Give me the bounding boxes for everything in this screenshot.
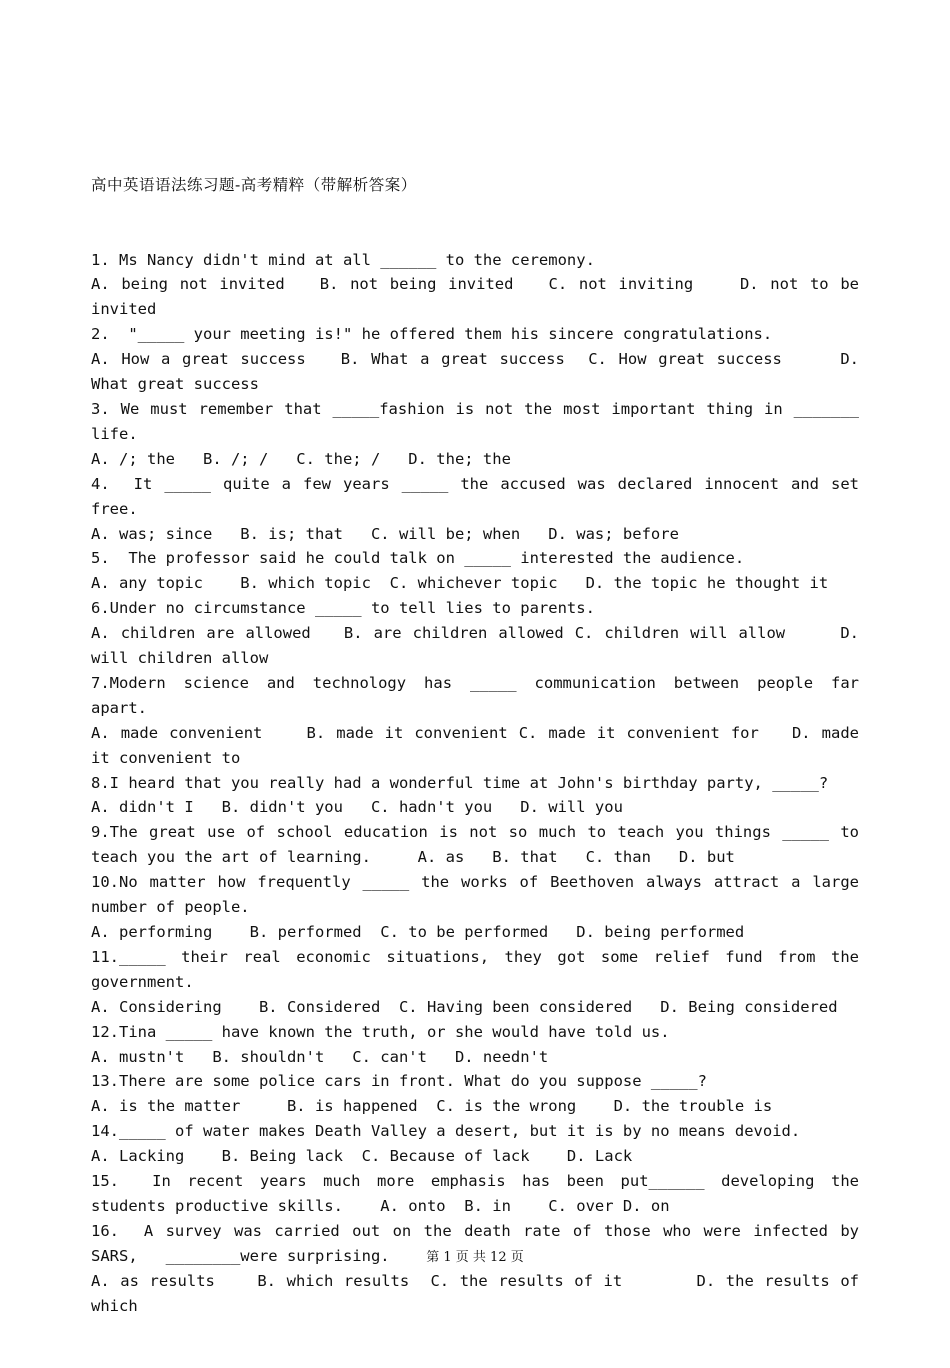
text-line: A. made convenient B. made it convenient C. made it convenient for D. made	[91, 723, 859, 742]
text-line: A. /; the B. /; / C. the; / D. the; the	[91, 449, 511, 468]
text-line: 12.Tina _____ have known the truth, or she would have told us.	[91, 1022, 670, 1041]
text-line: 14._____ of water makes Death Valley a desert, but it is by no means devoid.	[91, 1122, 801, 1141]
text-line: A. any topic B. which topic C. whichever topic D. the topic he thought it	[91, 574, 829, 593]
text-line: apart.	[91, 698, 147, 717]
text-line: A. Considering B. Considered C. Having been considered D. Being considered	[91, 997, 838, 1016]
text-line: A. Lacking B. Being lack C. Because of lack D. Lack	[91, 1147, 633, 1166]
text-line: 13.There are some police cars in front. What do you suppose _____?	[91, 1072, 707, 1091]
text-line: teach you the art of learning. A. as B. that C. than D. but	[91, 848, 735, 867]
text-line: A. is the matter B. is happened C. is the wrong D. the trouble is	[91, 1097, 773, 1116]
text-line: government.	[91, 972, 194, 991]
document-title: 高中英语语法练习题-高考精粹（带解析答案）	[91, 175, 417, 194]
text-line: A. as results B. which results C. the results of it D. the results of	[91, 1271, 859, 1290]
page-footer: 第 1 页 共 12 页	[426, 1250, 524, 1265]
text-line: number of people.	[91, 898, 250, 917]
text-line: A. being not invited B. not being invited C. not inviting D. not to be	[91, 275, 859, 294]
text-line: 15. In recent years much more emphasis has been put______ developing the	[91, 1172, 859, 1191]
text-line: What great success	[91, 375, 259, 394]
question-list	[91, 248, 859, 1319]
text-line: 4. It _____ quite a few years _____ the accused was declared innocent and set	[91, 474, 859, 493]
text-line: 11._____ their real economic situations, they got some relief fund from the	[91, 947, 859, 966]
text-line: A. mustn't B. shouldn't C. can't D. needn't	[91, 1047, 549, 1066]
document-body	[91, 123, 859, 1368]
text-line: free.	[91, 499, 138, 518]
text-line: 16. A survey was carried out on the death rate of those who were infected by	[91, 1221, 859, 1240]
text-line: it convenient to	[91, 748, 241, 767]
text-line: 2. "_____ your meeting is!" he offered them his sincere congratulations.	[91, 325, 773, 344]
text-line: which	[91, 1296, 138, 1315]
text-line: A. performing B. performed C. to be performed D. being performed	[91, 923, 745, 941]
text-line: 7.Modern science and technology has _____ communication between people far	[91, 673, 859, 692]
text-line: will children allow	[91, 649, 269, 668]
text-line: A. children are allowed B. are children allowed C. children will allow D.	[91, 624, 859, 643]
text-line: SARS, ________were surprising.	[91, 1246, 390, 1265]
text-line: A. didn't I B. didn't you C. hadn't you D. will you	[91, 798, 623, 817]
text-line: 8.I heard that you really had a wonderful time at John's birthday party, _____?	[91, 773, 829, 792]
text-line: A. How a great success B. What a great success C. How great success D.	[91, 350, 859, 369]
text-line: students productive skills. A. onto B. in C. over D. on	[91, 1196, 670, 1215]
text-line: invited	[91, 300, 157, 319]
text-line: 6.Under no circumstance _____ to tell lies to parents.	[91, 599, 595, 618]
text-line: 9.The great use of school education is not so much to teach you things _____ to	[91, 823, 859, 842]
text-line: 10.No matter how frequently _____ the works of Beethoven always attract a large	[91, 873, 859, 892]
text-line: 3. We must remember that _____fashion is not the most important thing in _______	[91, 399, 859, 418]
text-line: 1. Ms Nancy didn't mind at all ______ to the ceremony.	[91, 250, 595, 269]
text-line: 5. The professor said he could talk on _____ interested the audience.	[91, 549, 745, 568]
text-line: life.	[91, 424, 138, 443]
text-line: A. was; since B. is; that C. will be; when D. was; before	[91, 524, 679, 543]
